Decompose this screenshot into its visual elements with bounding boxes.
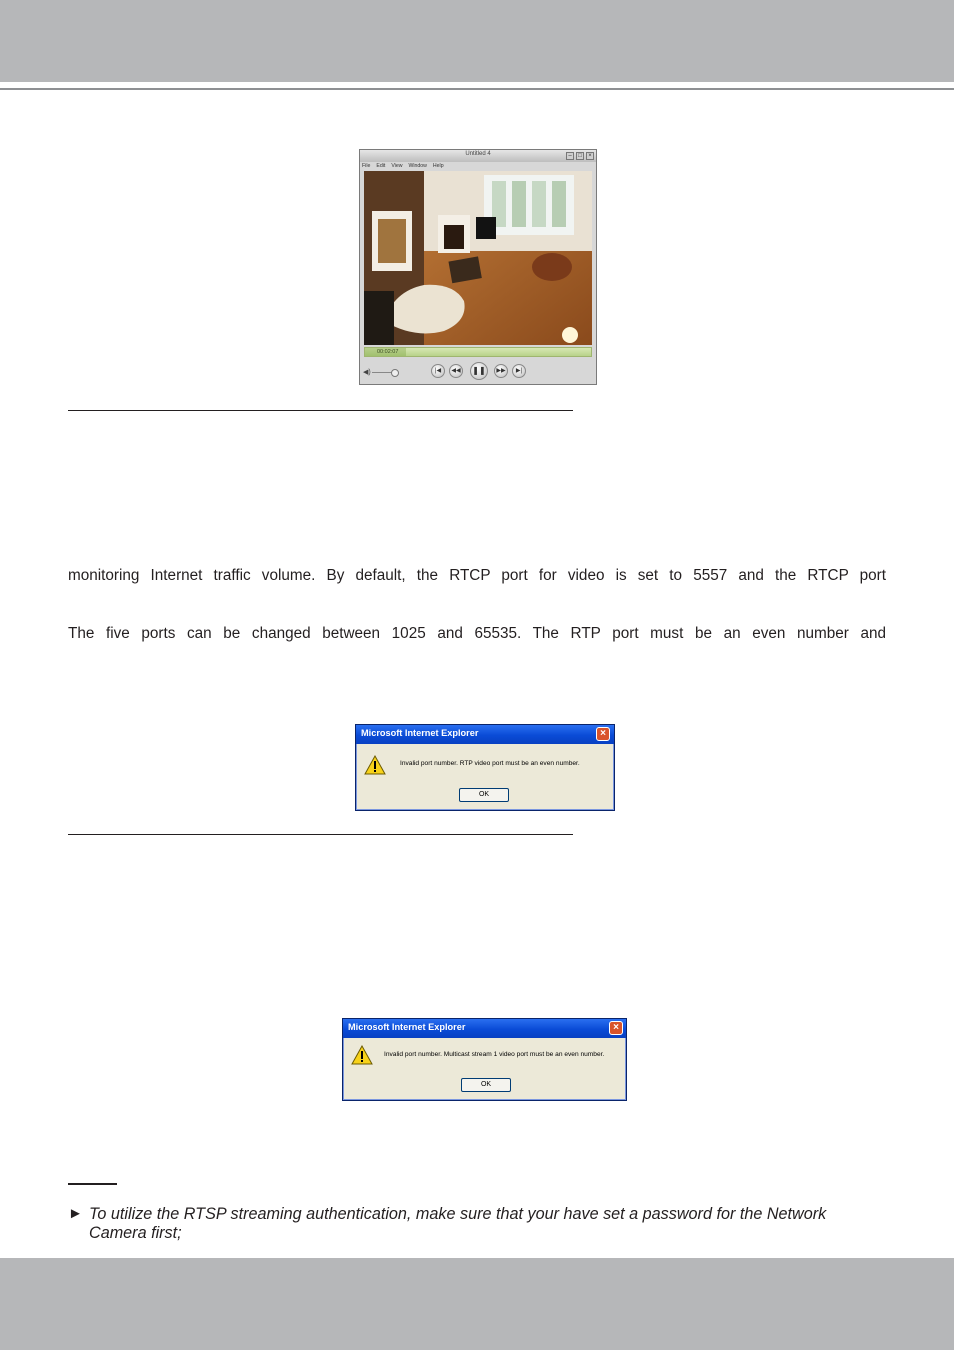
ok-button[interactable]: OK — [459, 788, 509, 802]
note-bullet-icon: ► — [68, 1205, 83, 1222]
skip-back-icon[interactable]: |◀ — [431, 364, 445, 378]
note-text: To utilize the RTSP streaming authentication, make sure that your have set a password for the Network Camera first; — [89, 1205, 827, 1242]
alert-dialog-multicast-port — [342, 1018, 627, 1101]
body-text-line: monitoring Internet traffic volume. By default, the RTCP port for video is set to 5557 and the RTCP port — [68, 567, 886, 584]
volume-knob[interactable] — [391, 369, 399, 377]
dialog-message: Invalid port number. Multicast stream 1 video port must be an even number. — [384, 1051, 605, 1058]
close-icon[interactable]: × — [609, 1021, 623, 1035]
menu-window[interactable]: Window — [408, 163, 427, 169]
dialog-titlebar — [356, 725, 614, 744]
dialog-title: Microsoft Internet Explorer — [348, 1022, 466, 1032]
alert-dialog-rtp-port — [355, 724, 615, 811]
pause-icon[interactable]: ❚❚ — [470, 362, 488, 380]
time-readout: 00:02:07 — [377, 349, 399, 355]
minimize-icon[interactable]: – — [566, 152, 574, 160]
note-rule — [68, 1183, 117, 1185]
menu-edit[interactable]: Edit — [376, 163, 386, 169]
warning-icon — [364, 755, 386, 775]
menu-help[interactable]: Help — [432, 163, 444, 169]
header-rule — [0, 88, 954, 90]
fast-forward-icon[interactable]: ▶▶ — [494, 364, 508, 378]
menu-view[interactable]: View — [391, 163, 403, 169]
close-icon[interactable]: × — [596, 727, 610, 741]
player-titlebar — [360, 150, 596, 162]
section-rule — [68, 834, 573, 835]
media-player-window — [359, 149, 597, 385]
close-icon[interactable]: × — [586, 152, 594, 160]
header-band — [0, 0, 954, 82]
body-text-line: The five ports can be changed between 1025 and 65535. The RTP port must be an even number and — [68, 625, 886, 642]
player-title: Untitled 4 — [465, 151, 491, 157]
dialog-title: Microsoft Internet Explorer — [361, 728, 479, 738]
player-menubar — [362, 163, 594, 171]
warning-icon — [351, 1045, 373, 1065]
section-rule — [68, 410, 573, 411]
playback-timeline[interactable] — [364, 347, 592, 357]
maximize-icon[interactable]: □ — [576, 152, 584, 160]
menu-file[interactable]: File — [362, 163, 371, 169]
volume-icon[interactable]: ◀) — [363, 369, 371, 376]
player-controls — [360, 358, 596, 384]
video-frame — [364, 171, 592, 345]
dialog-titlebar — [343, 1019, 626, 1038]
footer-band — [0, 1258, 954, 1350]
rewind-icon[interactable]: ◀◀ — [449, 364, 463, 378]
skip-forward-icon[interactable]: ▶| — [512, 364, 526, 378]
ok-button[interactable]: OK — [461, 1078, 511, 1092]
living-room-image — [364, 171, 592, 345]
dialog-message: Invalid port number. RTP video port must be an even number. — [400, 760, 580, 767]
